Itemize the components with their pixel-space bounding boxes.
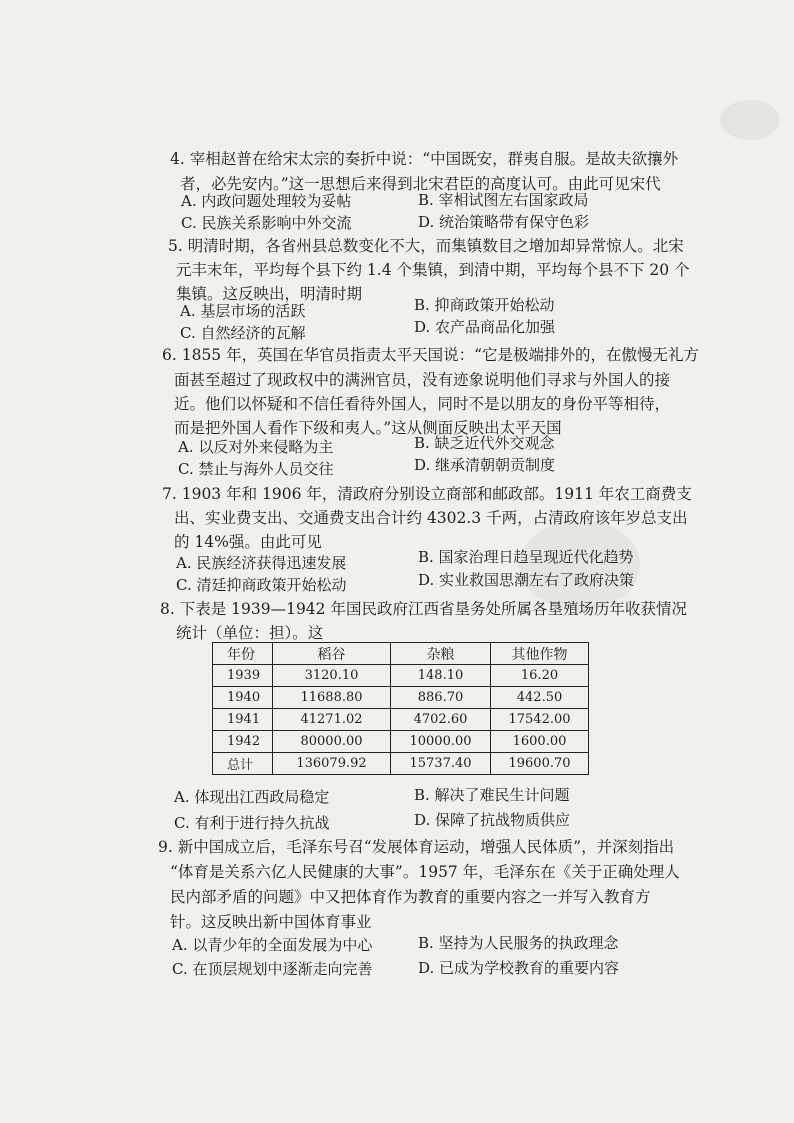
q6-line-1: 6. 1855 年，英国在华官员指责太平天国说：“它是极端排外的，在傲慢无礼方 xyxy=(162,346,700,364)
q6-option-b[interactable]: B. 缺乏近代外交观念 xyxy=(414,434,555,452)
q9-option-d[interactable]: D. 已成为学校教育的重要内容 xyxy=(418,959,620,977)
q9-line-2: “体育是关系六亿人民健康的大事”。1957 年，毛泽东在《关于正确处理人 xyxy=(170,863,680,881)
table-header-row xyxy=(213,643,589,665)
table-cell: 148.10 xyxy=(391,665,491,687)
background-smudge xyxy=(720,100,780,140)
table-cell: 80000.00 xyxy=(273,731,391,753)
q5-option-b[interactable]: B. 抑商政策开始松动 xyxy=(414,296,555,314)
q5-option-a[interactable]: A. 基层市场的活跃 xyxy=(180,302,306,320)
q6-option-d[interactable]: D. 继承清朝朝贡制度 xyxy=(414,456,556,474)
table-cell: 总计 xyxy=(213,753,273,775)
table-cell: 1600.00 xyxy=(491,731,589,753)
q6-option-a[interactable]: A. 以反对外来侵略为主 xyxy=(178,438,334,456)
table-row xyxy=(213,687,589,709)
q6-line-3: 近。他们以怀疑和不信任看待外国人，同时不是以朋友的身份平等相待， xyxy=(174,395,671,413)
table-cell: 10000.00 xyxy=(391,731,491,753)
q7-option-c[interactable]: C. 清廷抑商政策开始松动 xyxy=(176,576,347,594)
table-cell: 17542.00 xyxy=(491,709,589,731)
table-cell: 136079.92 xyxy=(273,753,391,775)
table-total-row xyxy=(213,753,589,775)
table-cell: 1942 xyxy=(213,731,273,753)
table-cell: 1940 xyxy=(213,687,273,709)
q8-option-d[interactable]: D. 保障了抗战物质供应 xyxy=(414,811,571,829)
q4-option-d[interactable]: D. 统治策略带有保守色彩 xyxy=(418,213,590,231)
q9-option-a[interactable]: A. 以青少年的全面发展为中心 xyxy=(172,936,373,954)
q4-line-2: 者，必先安内。”这一思想后来得到北宋君臣的高度认可。由此可见宋代 xyxy=(180,175,661,193)
q9-option-c[interactable]: C. 在顶层规划中逐渐走向完善 xyxy=(172,960,373,978)
table-header-cell: 年份 xyxy=(213,643,273,665)
q4-option-a[interactable]: A. 内政问题处理较为妥帖 xyxy=(181,192,352,210)
q9-line-4: 针。这反映出新中国体育事业 xyxy=(170,913,372,931)
q5-line-3: 集镇。这反映出，明清时期 xyxy=(176,285,363,303)
q9-option-b[interactable]: B. 坚持为人民服务的执政理念 xyxy=(418,934,619,952)
q5-line-2: 元丰末年，平均每个县下约 1.4 个集镇，到清中期，平均每个县不下 20 个 xyxy=(176,261,690,279)
q5-option-d[interactable]: D. 农产品商品化加强 xyxy=(414,318,556,336)
q7-line-1: 7. 1903 年和 1906 年，清政府分别设立商部和邮政部。1911 年农工商费支 xyxy=(162,485,692,503)
q5-option-c[interactable]: C. 自然经济的瓦解 xyxy=(180,324,306,342)
table-header-cell: 其他作物 xyxy=(491,643,589,665)
q8-option-b[interactable]: B. 解决了难民生计问题 xyxy=(414,786,570,804)
q8-line-1: 8. 下表是 1939—1942 年国民政府江西省垦务处所属各垦殖场历年收获情况 xyxy=(160,600,687,618)
q7-line-3: 的 14%强。由此可见 xyxy=(174,533,322,551)
table-cell: 886.70 xyxy=(391,687,491,709)
table-header-cell: 稻谷 xyxy=(273,643,391,665)
q4-option-c[interactable]: C. 民族关系影响中外交流 xyxy=(181,214,352,232)
q8-line-2: 统计（单位：担）。这 xyxy=(176,624,324,642)
table-row xyxy=(213,709,589,731)
table-cell: 19600.70 xyxy=(491,753,589,775)
q6-option-c[interactable]: C. 禁止与海外人员交往 xyxy=(178,460,334,478)
table-row xyxy=(213,731,589,753)
table-cell: 41271.02 xyxy=(273,709,391,731)
table-cell: 442.50 xyxy=(491,687,589,709)
q7-option-a[interactable]: A. 民族经济获得迅速发展 xyxy=(176,554,347,572)
q7-option-b[interactable]: B. 国家治理日趋呈现近代化趋势 xyxy=(418,548,634,566)
table-header-cell: 杂粮 xyxy=(391,643,491,665)
q5-line-1: 5. 明清时期，各省州县总数变化不大，而集镇数目之增加却异常惊人。北宋 xyxy=(168,237,684,255)
q7-option-d[interactable]: D. 实业救国思潮左右了政府决策 xyxy=(418,571,635,589)
q6-line-4: 而是把外国人看作下级和夷人。”这从侧面反映出太平天国 xyxy=(174,419,562,437)
table-cell: 1941 xyxy=(213,709,273,731)
table-cell: 11688.80 xyxy=(273,687,391,709)
q9-line-1: 9. 新中国成立后，毛泽东号召“发展体育运动，增强人民体质”，并深刻指出 xyxy=(158,838,675,856)
q7-line-2: 出、实业费支出、交通费支出合计约 4302.3 千两，占清政府该年岁总支出 xyxy=(174,509,688,527)
table-cell: 4702.60 xyxy=(391,709,491,731)
q4-option-b[interactable]: B. 宰相试图左右国家政局 xyxy=(418,191,589,209)
q4-line-1: 4. 宰相赵普在给宋太宗的奏折中说：“中国既安，群夷自服。是故夫欲攘外 xyxy=(170,150,679,168)
table-cell: 1939 xyxy=(213,665,273,687)
table-cell: 16.20 xyxy=(491,665,589,687)
q8-option-c[interactable]: C. 有利于进行持久抗战 xyxy=(174,814,330,832)
table-cell: 3120.10 xyxy=(273,665,391,687)
table-cell: 15737.40 xyxy=(391,753,491,775)
table-row xyxy=(213,665,589,687)
q8-option-a[interactable]: A. 体现出江西政局稳定 xyxy=(174,788,330,806)
q9-line-3: 民内部矛盾的问题》中又把体育作为教育的重要内容之一并写入教育方 xyxy=(170,888,651,906)
q6-line-2: 面甚至超过了现政权中的满洲官员，没有迹象说明他们寻求与外国人的接 xyxy=(174,371,671,389)
harvest-table xyxy=(212,642,589,775)
